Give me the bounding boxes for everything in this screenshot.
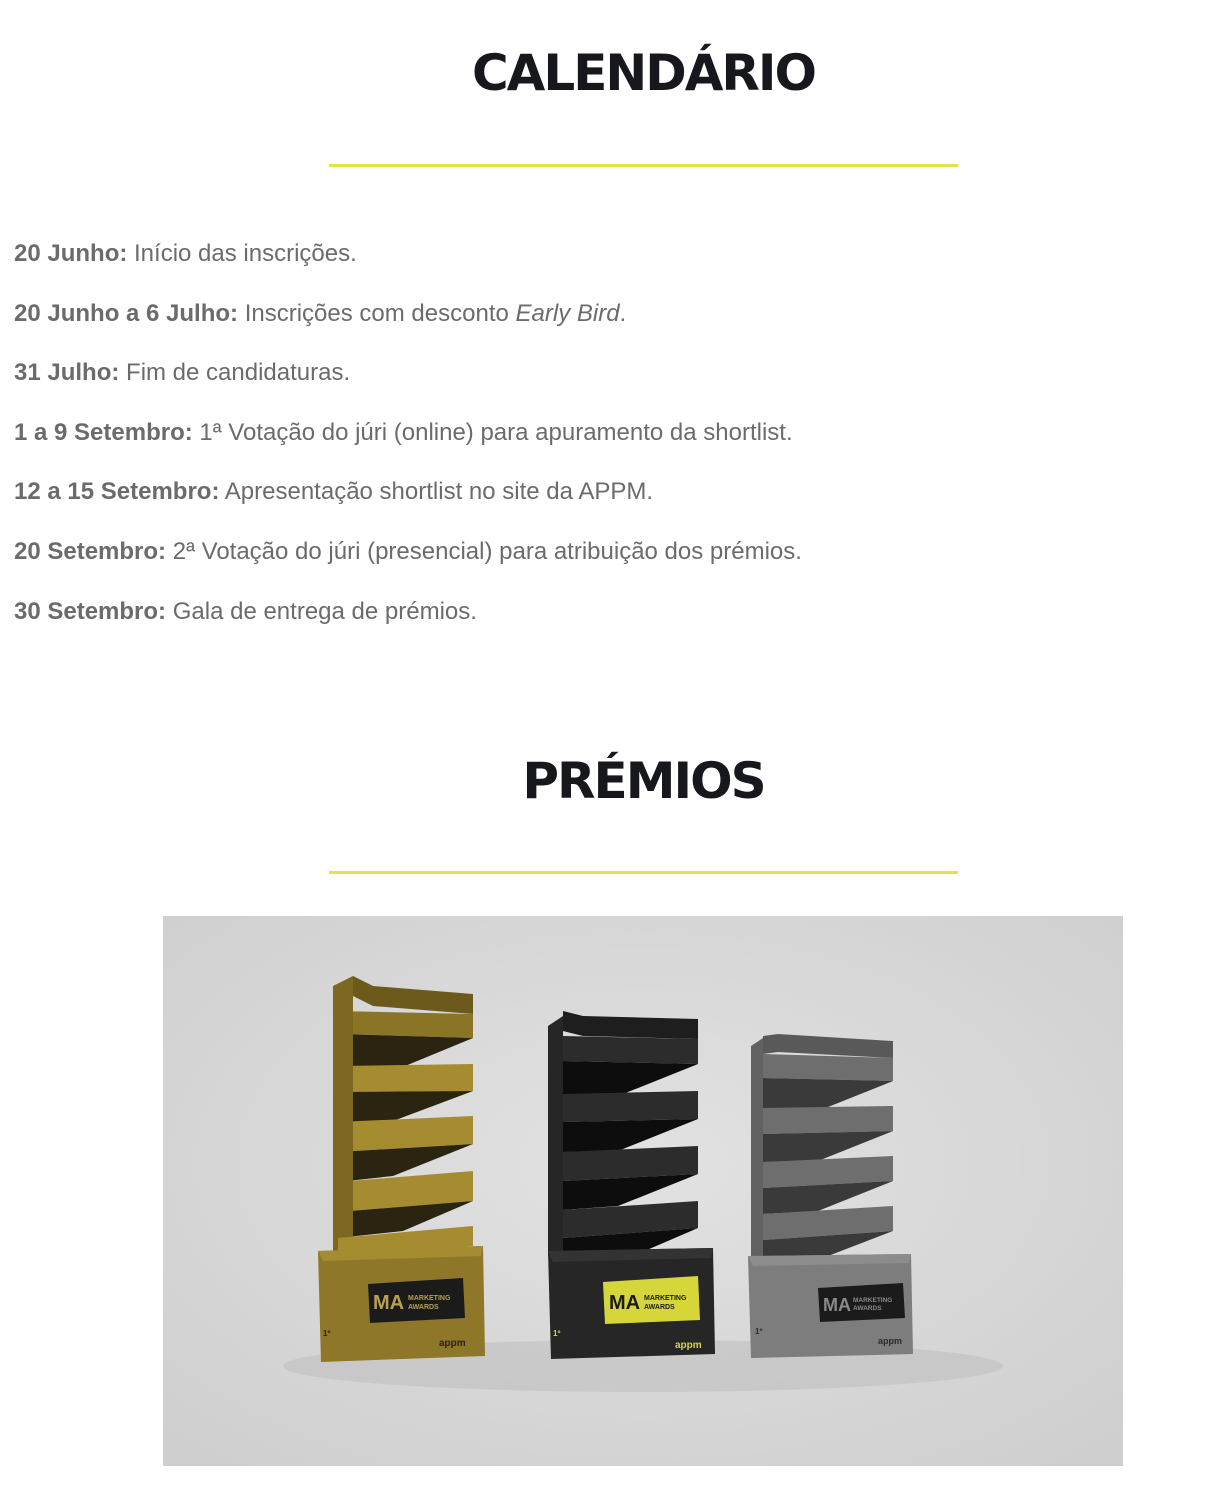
- calendar-item: [14, 297, 802, 357]
- gold-trophy-edition: 1º: [323, 1329, 331, 1338]
- calendar-item-text: Gala de entrega de prémios.: [172, 597, 477, 625]
- trophies-photo: [163, 916, 1123, 1466]
- awards-title: PRÉMIOS: [522, 752, 765, 810]
- calendar-item: [14, 416, 802, 476]
- calendar-item-text: Início das inscrições.: [134, 240, 357, 267]
- gold-trophy-brand: appm: [439, 1338, 466, 1349]
- calendar-title: CALENDÁRIO: [471, 44, 816, 102]
- calendar-item-suffix: .: [619, 299, 627, 327]
- calendar-item-date: 1 a 9 Setembro:: [14, 418, 193, 446]
- trophies-illustration: [163, 916, 1123, 1466]
- calendar-item-text: Inscrições com desconto: [244, 299, 516, 327]
- gold-trophy-logo: MA: [373, 1292, 405, 1314]
- grey-trophy-label-1: MARKETING: [853, 1297, 893, 1304]
- calendar-item-text: 2ª Votação do júri (presencial) para atribuição dos prémios.: [172, 537, 802, 565]
- calendar-item: [14, 356, 802, 416]
- black-trophy-label-2: AWARDS: [644, 1304, 675, 1311]
- calendar-item-emphasis: Early Bird: [515, 299, 620, 327]
- awards-divider: [329, 871, 958, 874]
- calendar-item-text: Fim de candidaturas.: [126, 359, 351, 387]
- gold-trophy-label-2: AWARDS: [408, 1304, 439, 1311]
- black-trophy-label-1: MARKETING: [644, 1295, 687, 1302]
- calendar-item: [14, 595, 802, 655]
- black-trophy-edition: 1º: [553, 1329, 561, 1338]
- calendar-item-text: 1ª Votação do júri (online) para apuramento da shortlist.: [199, 418, 793, 446]
- calendar-item-date: 12 a 15 Setembro:: [14, 478, 220, 506]
- calendar-item-date: 20 Junho a 6 Julho:: [14, 299, 239, 327]
- calendar-item-date: 30 Setembro:: [14, 597, 167, 625]
- calendar-list: [14, 237, 802, 654]
- black-trophy-brand: appm: [675, 1340, 702, 1351]
- calendar-item: [14, 237, 802, 297]
- gold-trophy-label-1: MARKETING: [408, 1295, 451, 1302]
- grey-trophy-edition: 1º: [755, 1327, 763, 1336]
- calendar-item-date: 31 Julho:: [14, 359, 120, 387]
- calendar-divider: [329, 164, 958, 167]
- calendar-item: [14, 535, 802, 595]
- calendar-item-date: 20 Setembro:: [14, 537, 167, 565]
- calendar-item-date: 20 Junho:: [14, 240, 128, 267]
- grey-trophy-brand: appm: [878, 1336, 903, 1346]
- black-trophy-logo: MA: [609, 1292, 641, 1314]
- calendar-item: [14, 475, 802, 535]
- calendar-item-text: Apresentação shortlist no site da APPM.: [224, 478, 654, 506]
- grey-trophy-logo: MA: [823, 1295, 851, 1315]
- grey-trophy-label-2: AWARDS: [853, 1305, 882, 1312]
